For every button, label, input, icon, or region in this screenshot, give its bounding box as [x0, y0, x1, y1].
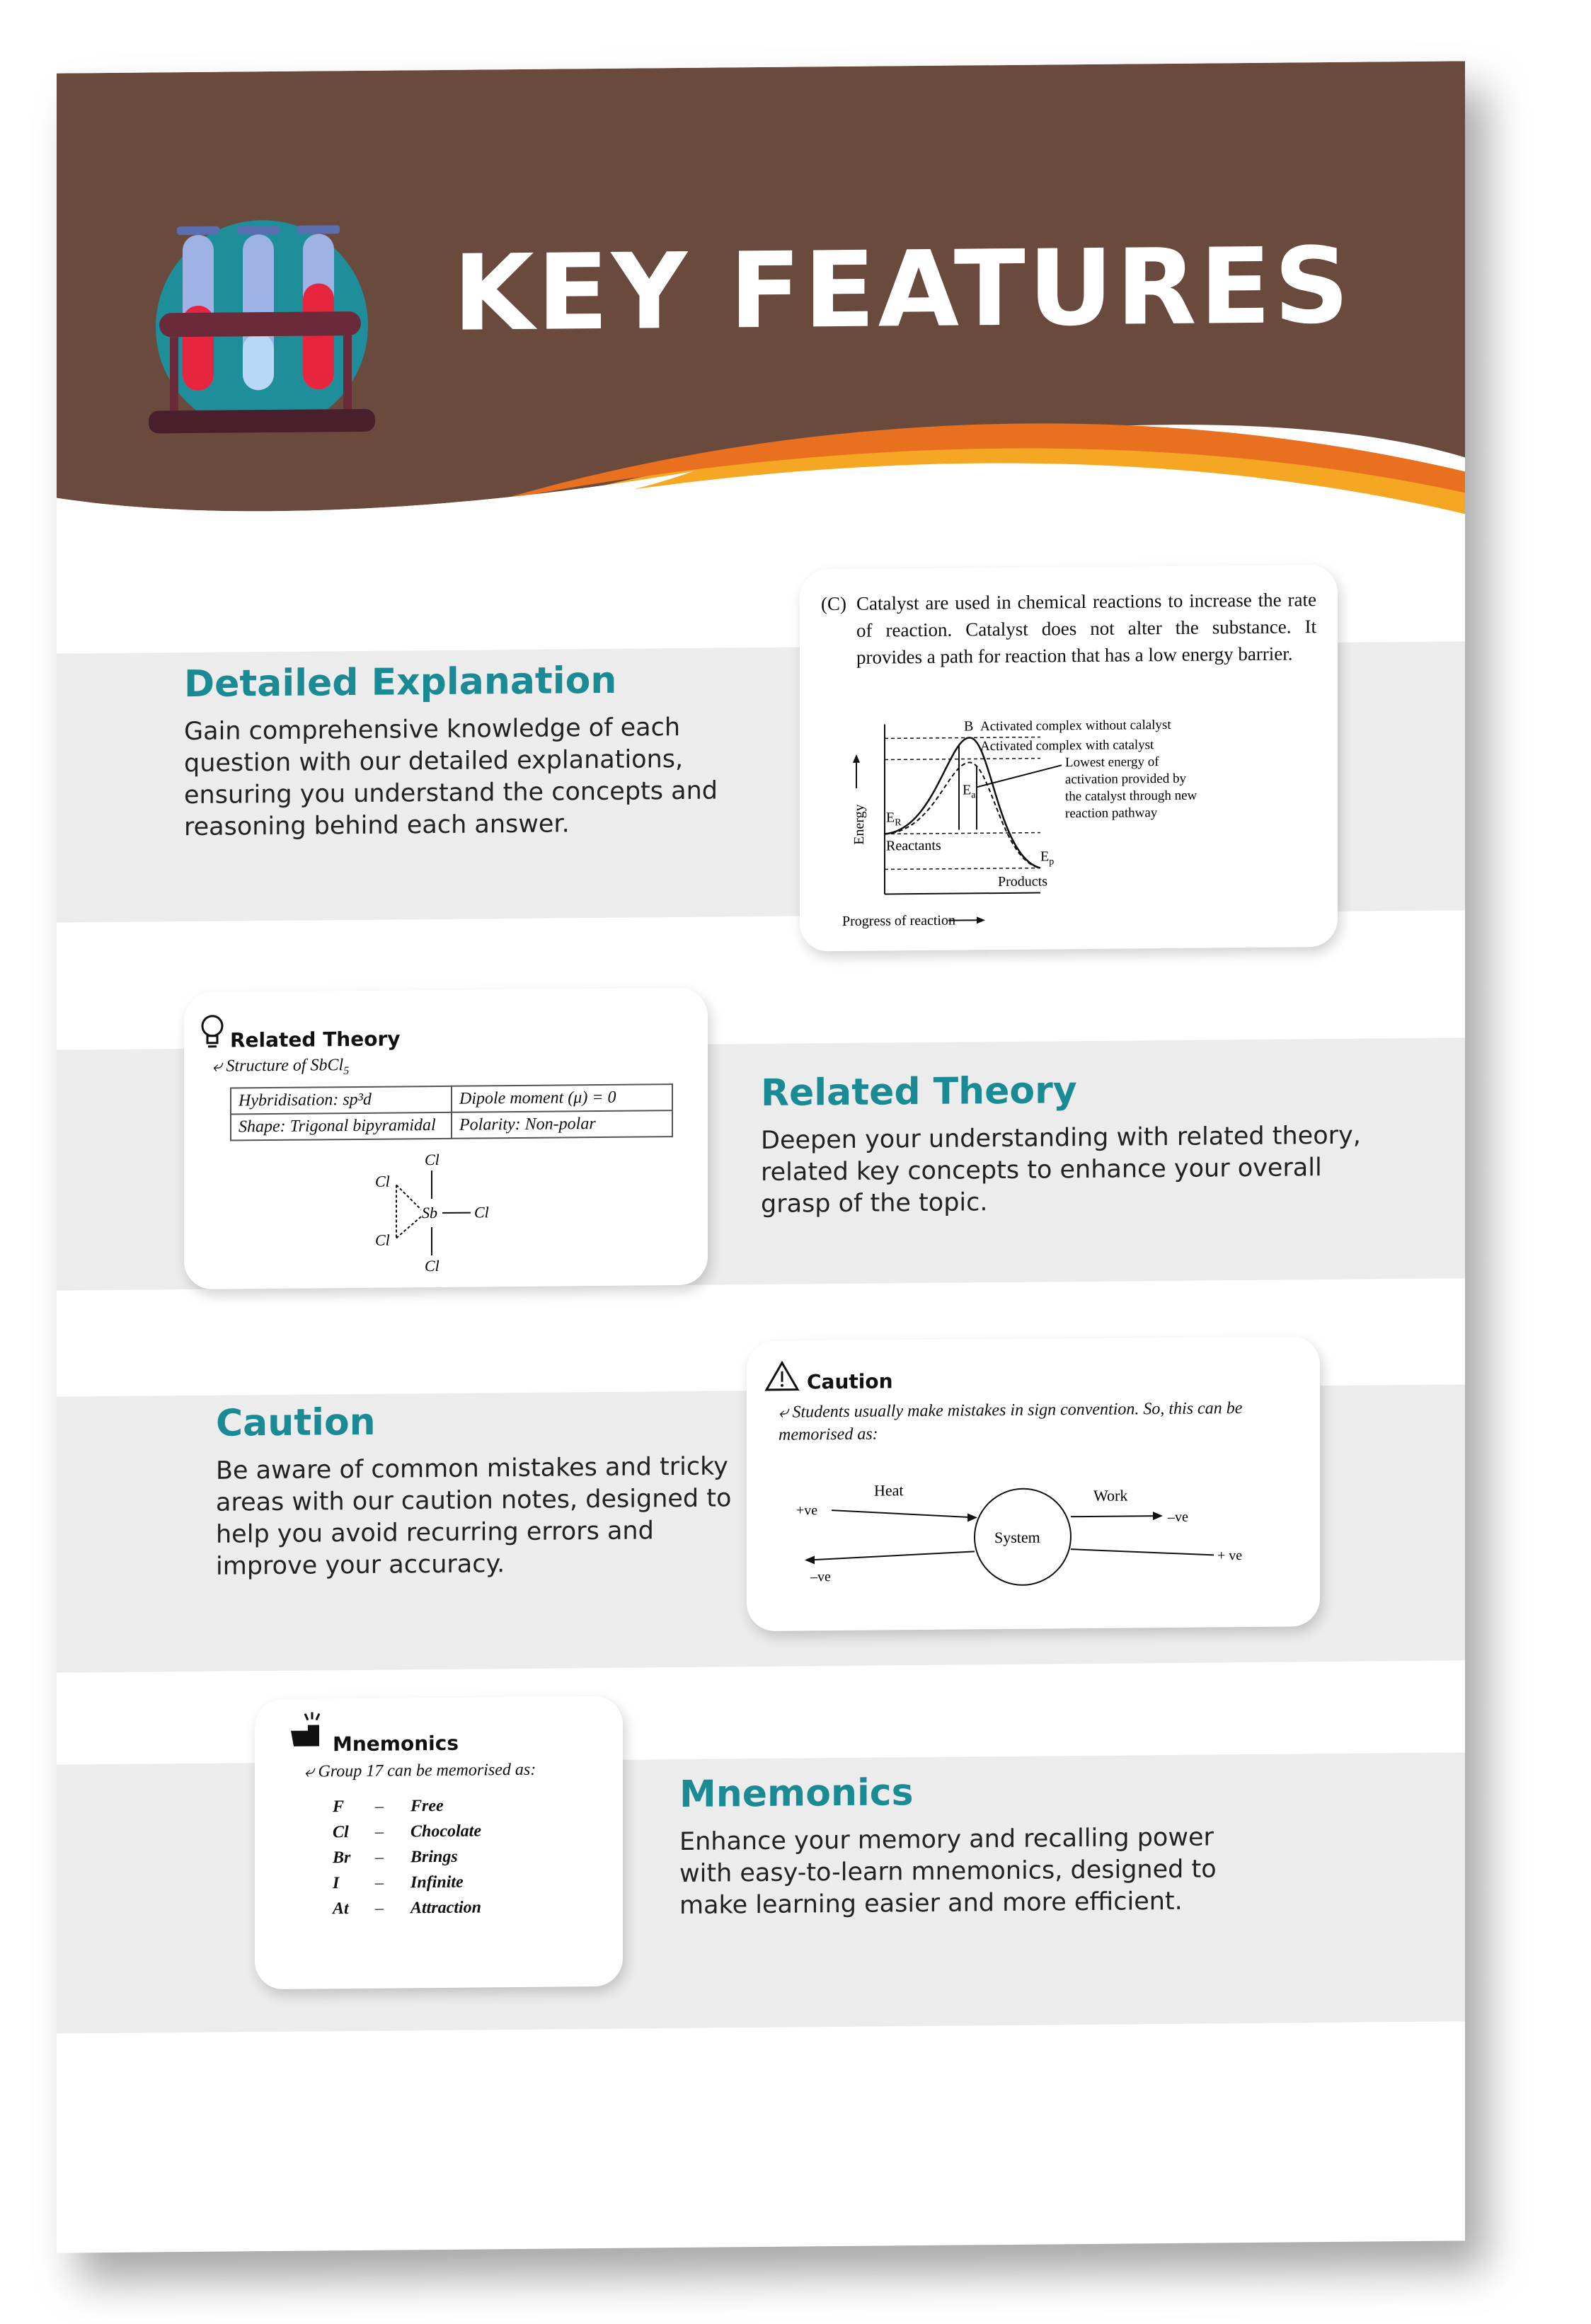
atom-cl-top: Cl	[425, 1150, 440, 1169]
list-item	[333, 1894, 481, 1921]
mnemonic-word: Free	[410, 1796, 444, 1816]
list-item	[333, 1818, 481, 1845]
graph-activated-no-cat: Activated complex without calalyst	[980, 717, 1171, 735]
mnemonic-word: Brings	[410, 1847, 458, 1867]
table-cell: Dipole moment (μ) = 0	[452, 1084, 672, 1112]
mnemonic-symbol: F	[333, 1797, 345, 1817]
warning-triangle-icon	[764, 1361, 800, 1392]
section-body-theory: Deepen your understanding with related theory, related key concepts to enhance your overall grasp of the topic.	[761, 1121, 1361, 1219]
mnemonic-word: Attraction	[410, 1898, 482, 1918]
table-cell: Polarity: Non-polar	[452, 1110, 672, 1139]
atom-sb: Sb	[422, 1203, 437, 1222]
sbcl5-structure-diagram	[354, 1149, 510, 1277]
graph-lowest-3: reaction pathway	[1065, 805, 1158, 822]
mnemonic-symbol: Cl	[333, 1823, 349, 1842]
lightbulb-icon	[198, 1013, 226, 1049]
graph-er-label: E	[886, 810, 895, 826]
test-tubes-rack-icon	[149, 205, 375, 441]
section-heading-caution: Caution	[216, 1400, 376, 1445]
section-body-mnemonics: Enhance your memory and recalling power with easy-to-learn mnemonics, designed to make learning easier and more efficient.	[679, 1823, 1217, 1921]
table-cell: Shape: Trigonal bipyramidal	[231, 1112, 452, 1141]
card-explanation	[800, 565, 1338, 952]
sign-convention-diagram	[789, 1464, 1285, 1617]
graph-ep-label: E	[1040, 849, 1050, 865]
card-mnemonics-intro: Group 17 can be memorised as:	[318, 1760, 536, 1781]
mnemonic-symbol: At	[333, 1899, 349, 1919]
table-row	[231, 1084, 672, 1114]
mnemonic-symbol: I	[333, 1874, 340, 1893]
mnemonics-list	[333, 1793, 481, 1921]
energy-profile-graph	[828, 706, 1323, 937]
graph-ep-sub: p	[1049, 856, 1055, 868]
card-explanation-text: Catalyst are used in chemical reactions to increase the rate of reaction. Catalyst does not alter the substance. It provides a path for reaction that has a low energy barrier.	[856, 589, 1316, 668]
atom-cl-bottom: Cl	[425, 1256, 440, 1275]
card-explanation-label: (C)	[821, 592, 846, 615]
graph-b-label: B	[964, 718, 974, 735]
graph-lowest-2: the catalyst through new	[1065, 788, 1197, 805]
card-theory-title: Related Theory	[230, 1027, 401, 1052]
minus-ve-left-label: –ve	[810, 1569, 831, 1585]
mnemonic-symbol: Br	[333, 1848, 351, 1868]
graph-ea-label: E	[963, 782, 972, 798]
graph-xlabel: Progress of reaction	[842, 912, 955, 929]
list-item	[333, 1793, 481, 1819]
theory-table	[230, 1083, 673, 1141]
card-caution	[747, 1336, 1320, 1631]
graph-lowest-1: activation provided by	[1065, 771, 1186, 788]
page-title: KEY FEATURES	[453, 224, 1352, 355]
mnemonic-dash: –	[375, 1899, 384, 1918]
system-label: System	[994, 1528, 1040, 1547]
table-row	[231, 1110, 672, 1140]
arrow-icon: ⤶	[212, 1057, 226, 1076]
mnemonic-word: Infinite	[410, 1873, 464, 1892]
mnemonic-dash: –	[375, 1822, 384, 1841]
heat-label: Heat	[874, 1481, 904, 1500]
list-item	[333, 1843, 481, 1870]
section-body-caution: Be aware of common mistakes and tricky areas with our caution notes, designed to help you avoid recurring errors and improve your accuracy.	[216, 1452, 732, 1581]
svg-text:Ep	[1040, 849, 1054, 867]
graph-reactants: Reactants	[886, 837, 941, 854]
table-cell: Hybridisation: sp³d	[231, 1086, 452, 1115]
graph-er-sub: R	[895, 817, 902, 829]
mnemonic-dash: –	[375, 1873, 384, 1892]
section-heading-mnemonics: Mnemonics	[679, 1771, 914, 1817]
atom-cl-right: Cl	[474, 1203, 489, 1221]
mnemonic-word: Chocolate	[410, 1822, 481, 1841]
feature-sheet	[57, 61, 1465, 2253]
list-item	[333, 1869, 481, 1896]
graph-ylabel: Energy	[851, 804, 867, 845]
graph-activated-cat: Activated complex with catalyst	[980, 737, 1154, 754]
graph-ea-sub: a	[971, 790, 976, 801]
arrow-icon: ⤶	[779, 1403, 793, 1422]
section-heading-theory: Related Theory	[761, 1069, 1077, 1115]
mnemonic-dash: –	[375, 1848, 384, 1867]
card-theory-subtitle: Structure of SbCl	[226, 1056, 344, 1076]
arrow-icon: ⤶	[304, 1762, 318, 1781]
pointing-hand-icon	[287, 1709, 326, 1751]
card-caution-title: Caution	[807, 1369, 893, 1394]
mnemonic-dash: –	[375, 1797, 384, 1816]
graph-lowest-0: Lowest energy of	[1065, 754, 1159, 771]
card-mnemonics-title: Mnemonics	[333, 1731, 459, 1756]
section-body-explanation: Gain comprehensive knowledge of each question with our detailed explanations, ensuring you understand the concepts and reasoning behind each answer.	[184, 713, 718, 842]
svg-text:ER	[886, 810, 902, 828]
work-label: Work	[1093, 1486, 1128, 1505]
svg-text:Ea	[963, 782, 976, 800]
card-caution-text: Students usually make mistakes in sign convention. So, this can be memorised as:	[779, 1399, 1243, 1444]
card-mnemonics	[255, 1696, 623, 1990]
minus-ve-right-label: –ve	[1168, 1509, 1188, 1525]
plus-ve-right-label: + ve	[1217, 1548, 1243, 1564]
atom-cl-left-top: Cl	[375, 1172, 390, 1190]
graph-products: Products	[998, 873, 1047, 890]
card-theory-subtitle-sub: 5	[343, 1064, 350, 1077]
plus-ve-label: +ve	[796, 1502, 818, 1519]
card-theory	[184, 988, 708, 1289]
atom-cl-left-bottom: Cl	[375, 1231, 390, 1249]
section-heading-explanation: Detailed Explanation	[184, 659, 617, 706]
